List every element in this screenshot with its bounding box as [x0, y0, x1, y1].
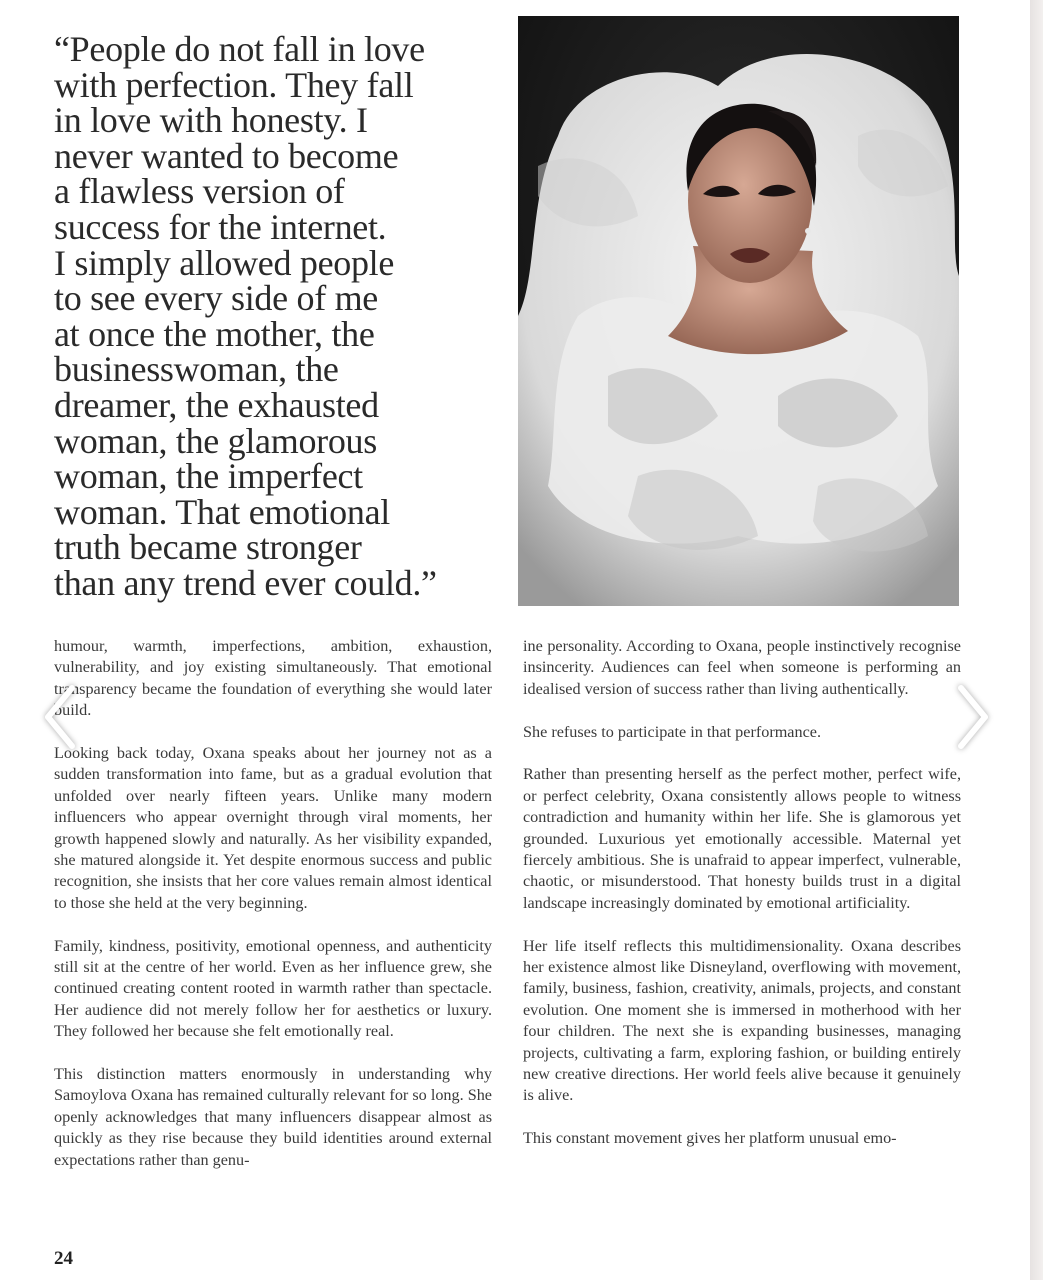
chevron-left-icon — [40, 682, 80, 752]
previous-page-button[interactable] — [30, 672, 90, 762]
pull-quote-line: I simply allowed people — [54, 242, 395, 283]
portrait-illustration — [518, 16, 959, 606]
paragraph: Looking back today, Oxana speaks about her journey not as a sudden transformation into fame, but as a gradual evolution that unfolded over nearly fifteen years. Unlike many modern influencers who appear overnight through viral moments, her growth happened slowly and naturally. As her visibility expanded, she matured alongside it. Yet despite enormous success and public recognition, she insists that her core values remain almost identical to those she held at the very beginning. — [54, 744, 492, 912]
page-number: 24 — [54, 1248, 73, 1269]
chevron-right-icon — [953, 682, 993, 752]
pull-quote-line: a flawless version of — [54, 171, 345, 212]
paragraph: She refuses to participate in that performance. — [523, 722, 821, 741]
page-edge-shadow — [1030, 0, 1043, 1280]
paragraph: ine personality. According to Oxana, people instinctively recognise insincerity. Audiences can feel when someone is performing an idealised version of success rather than living authentically. — [523, 637, 961, 698]
pull-quote-line: woman, the imperfect — [54, 456, 363, 497]
paragraph: Family, kindness, positivity, emotional openness, and authenticity still sit at the centre of her world. Even as her influence grew, she continued creating content rooted in warmth rather than spectacle. Her audience did not merely follow her for aesthetics or luxury. They followed her because she felt emotionally real. — [54, 936, 492, 1041]
body-column-right — [523, 636, 961, 1171]
paragraph: Her life itself reflects this multidimensionality. Oxana describes her existence almost like Disneyland, overflowing with movement, family, business, fashion, creativity, animals, projects, and constant evolution. One moment she is immersed in motherhood with her four children. The next she is expanding businesses, managing projects, cultivating a farm, exploring fashion, or building entirely new creative directions. Her world feels alive because it genuinely is alive. — [523, 936, 961, 1105]
pull-quote-line: to see every side of me — [54, 278, 378, 319]
paragraph: This distinction matters enormously in understanding why Samoylova Oxana has remained culturally relevant for so long. She openly acknowledges that many influencers disappear almost as quickly as they rise because they build identities around external expectations rather than genu- — [54, 1065, 492, 1169]
pull-quote-line: businesswoman, the — [54, 349, 339, 390]
portrait-photo — [518, 16, 959, 606]
paragraph: This constant movement gives her platform unusual emo- — [523, 1129, 897, 1148]
pull-quote-line: truth became stronger — [54, 527, 362, 568]
next-page-button[interactable] — [943, 672, 1003, 762]
pull-quote — [54, 29, 494, 603]
paragraph: humour, warmth, imperfections, ambition, exhaustion, vulnerability, and joy existing simultaneously. That emotional transparency became the foundation of everything she would later build. — [54, 637, 492, 720]
pull-quote-line: never wanted to become — [54, 135, 399, 176]
pull-quote-line: “People do not fall in love — [54, 29, 425, 69]
pull-quote-line: with perfection. They fall — [54, 64, 414, 105]
body-column-left — [54, 636, 492, 1193]
pull-quote-line: in love with honesty. I — [54, 100, 368, 141]
pull-quote-line: woman, the glamorous — [54, 420, 377, 461]
pull-quote-line: than any trend ever could.” — [54, 562, 437, 603]
pull-quote-line: woman. That emotional — [54, 491, 390, 532]
pull-quote-line: at once the mother, the — [54, 313, 375, 354]
pull-quote-line: dreamer, the exhausted — [54, 384, 379, 425]
pull-quote-line: success for the internet. — [54, 206, 387, 247]
paragraph: Rather than presenting herself as the perfect mother, perfect wife, or perfect celebrity, Oxana consistently allows people to witness contradiction and humanity within her life. She is glamorous yet grounded. Luxurious yet emotionally accessible. Maternal yet fiercely ambitious. She is unafraid to appear imperfect, vulnerable, chaotic, or misunderstood. That honesty builds trust in a digital landscape increasingly dominated by emotional artificiality. — [523, 765, 961, 912]
